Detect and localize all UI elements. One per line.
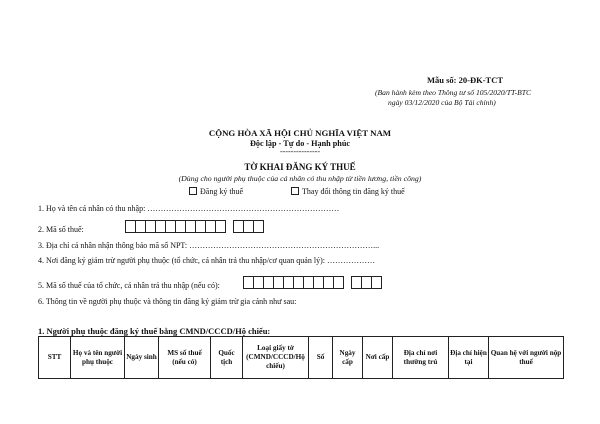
header-tax-code: MS số thuế (nếu có) xyxy=(159,337,211,379)
issued-line-1: (Ban hành kèm theo Thông tư số 105/2020/TT-BTC xyxy=(375,88,532,97)
header-relationship: Quan hệ với người nộp thuế xyxy=(489,337,564,379)
field-3: 3. Địa chỉ cá nhân nhận thông báo mã số NPT: ……………………………………………………………... xyxy=(38,241,380,250)
form-subtitle: (Dùng cho người phụ thuộc của cá nhân có thu nhập từ tiền lương, tiền công) xyxy=(178,174,422,183)
issued-line-2: ngày 03/12/2020 của Bộ Tài chính) xyxy=(388,98,496,107)
header-permanent-address: Địa chỉ nơi thường trú xyxy=(393,337,449,379)
republic-heading: CỘNG HÒA XÃ HỘI CHỦ NGHĨA VIỆT NAM xyxy=(208,128,392,138)
field-1: 1. Họ và tên cá nhân có thu nhập: ……………………………………………………………… xyxy=(38,204,340,213)
field-6: 6. Thông tin về người phụ thuộc và thông tin đăng ký giảm trừ gia cảnh như sau: xyxy=(38,297,297,306)
header-birthdate: Ngày sinh xyxy=(125,337,159,379)
checkbox-icon[interactable] xyxy=(189,187,197,195)
form-title: TỜ KHAI ĐĂNG KÝ THUẾ xyxy=(244,162,356,172)
field-2: 2. Mã số thuế: xyxy=(38,225,84,234)
header-stt: STT xyxy=(39,337,71,379)
header-current-address: Địa chỉ hiện tại xyxy=(449,337,489,379)
field-4: 4. Nơi đăng ký giảm trừ người phụ thuộc (tổ chức, cá nhân trả thu nhập/cơ quan quản lý): ……………… xyxy=(38,256,375,265)
option-change[interactable] xyxy=(291,187,405,196)
tax-code-boxes[interactable] xyxy=(126,220,264,233)
option-change-label: Thay đổi thông tin đăng ký thuế xyxy=(302,187,405,196)
option-register-label: Đăng ký thuế xyxy=(200,187,244,196)
header-id-type: Loại giấy tờ (CMND/CCCD/Hộ chiếu) xyxy=(243,337,309,379)
header-number: Số xyxy=(309,337,333,379)
divider: --------------- xyxy=(280,147,320,156)
checkbox-icon[interactable] xyxy=(291,187,299,195)
header-name: Họ và tên người phụ thuộc xyxy=(71,337,125,379)
table-header-row xyxy=(39,337,564,379)
header-issue-date: Ngày cấp xyxy=(333,337,363,379)
digit-box[interactable] xyxy=(215,220,226,233)
digit-box[interactable] xyxy=(333,276,344,289)
section-1-heading: 1. Người phụ thuộc đăng ký thuế bằng CMND/CCCD/Hộ chiếu: xyxy=(38,326,271,336)
header-issue-place: Nơi cấp xyxy=(363,337,393,379)
digit-box[interactable] xyxy=(371,276,382,289)
header-nationality: Quốc tịch xyxy=(211,337,243,379)
form-number: Mẫu số: 20-ĐK-TCT xyxy=(427,75,504,85)
option-register[interactable] xyxy=(189,187,243,196)
field-5: 5. Mã số thuế của tổ chức, cá nhân trả thu nhập (nếu có): xyxy=(38,281,220,290)
dependents-table xyxy=(38,336,564,379)
motto: Độc lập - Tự do - Hạnh phúc xyxy=(249,139,351,148)
digit-box[interactable] xyxy=(253,220,264,233)
payer-tax-code-boxes[interactable] xyxy=(244,276,382,289)
